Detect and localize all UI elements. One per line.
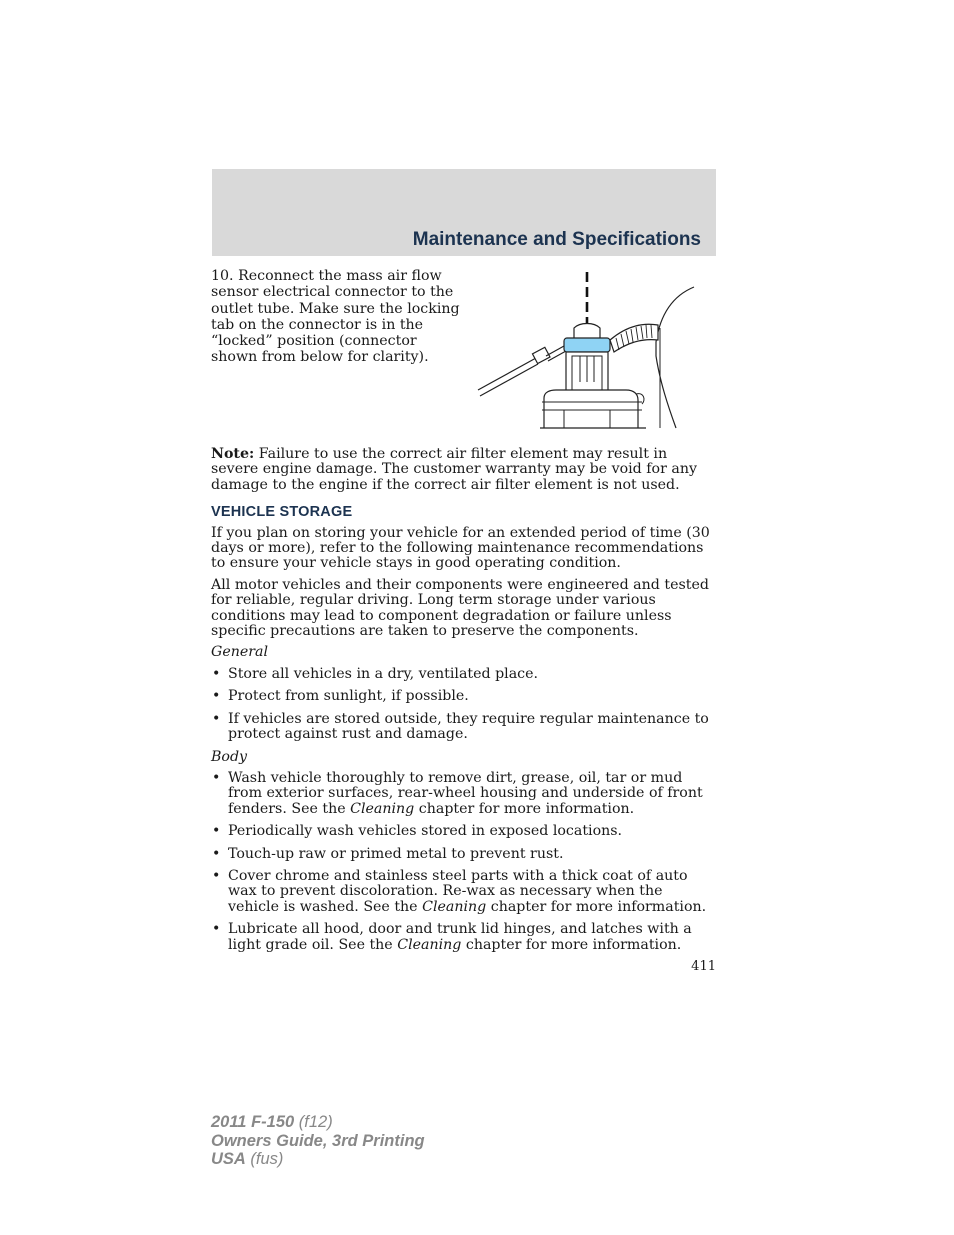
body-subheading: Body [211, 748, 248, 765]
vehicle-storage-heading: VEHICLE STORAGE [211, 504, 353, 521]
storage-intro-paragraph: If you plan on storing your vehicle for an extended period of time (30 days or more), refer to the following maintenance recommendations to ensure your vehicle stays in good operating condition. [211, 524, 710, 572]
list-item: • Store all vehicles in a dry, ventilated place. [212, 665, 539, 682]
list-item: • Touch-up raw or primed metal to prevent rust. [212, 845, 564, 862]
bullet-icon: • [212, 688, 221, 705]
general-list [211, 667, 717, 743]
wire [478, 358, 536, 390]
mass-air-flow-connector-illustration [476, 270, 706, 432]
bullet-icon: • [212, 665, 221, 682]
list-item: • Lubricate all hood, door and trunk lid hinges, and latches with a light grade oil. See the Cleaning chapter for more information. [212, 921, 692, 953]
connector-top-cap [574, 324, 600, 339]
bullet-icon: • [212, 845, 221, 862]
cleaning-chapter-reference: Cleaning [422, 898, 487, 915]
body-list [211, 771, 717, 953]
bullet-icon: • [212, 823, 221, 840]
document-footer [211, 1113, 425, 1169]
main-body-text [211, 447, 717, 960]
footer-market-line: USA (fus) [211, 1150, 284, 1168]
bullet-icon: • [212, 710, 221, 727]
locking-tab-highlight [564, 338, 610, 352]
cleaning-chapter-reference: Cleaning [397, 936, 462, 953]
corrugated-tube [610, 324, 658, 352]
list-item: • Protect from sunlight, if possible. [212, 688, 469, 705]
note-text: Failure to use the correct air filter element may result in severe engine damage. The customer warranty may be void for any damage to the engine if the correct air filter element is not used. [211, 446, 697, 493]
cleaning-chapter-reference: Cleaning [350, 800, 415, 817]
bullet-icon: • [212, 867, 221, 884]
sensor-base [544, 390, 638, 428]
list-item: • Periodically wash vehicles stored in exposed locations. [212, 823, 623, 840]
bullet-icon: • [212, 921, 221, 938]
list-item: • If vehicles are stored outside, they require regular maintenance to protect against rust and damage. [212, 710, 709, 743]
page-number: 411 [691, 959, 716, 974]
note-label: Note: [211, 446, 255, 462]
list-item: • Wash vehicle thoroughly to remove dirt, grease, oil, tar or mud from exterior surfaces, rear-wheel housing and underside of front fenders. See the Cleaning chapter for more information. [212, 769, 703, 817]
section-title: Maintenance and Specifications [412, 229, 701, 250]
housing-outline [656, 287, 694, 428]
bullet-icon: • [212, 769, 221, 786]
general-subheading: General [211, 644, 269, 661]
step-10-text: 10. Reconnect the mass air flow sensor electrical connector to the outlet tube. Make sure the locking tab on the connector is in the “locked” position (connector shown from below for clarity). [211, 268, 460, 366]
footer-guide-line: Owners Guide, 3rd Printing [211, 1131, 425, 1150]
section-header-band [212, 169, 716, 256]
list-item: • Cover chrome and stainless steel parts with a thick coat of auto wax to prevent discoloration. Re-wax as necessary when the vehicle is washed. See the Cleaning chapter for more information. [212, 867, 707, 915]
footer-model-line: 2011 F-150 (f12) [211, 1113, 333, 1131]
storage-engineering-paragraph: All motor vehicles and their components were engineered and tested for reliable, regular driving. Long term storage under various conditions may lead to component degradation or failure unless specific precautions are taken to preserve the components. [211, 576, 709, 640]
note-paragraph [211, 447, 717, 493]
